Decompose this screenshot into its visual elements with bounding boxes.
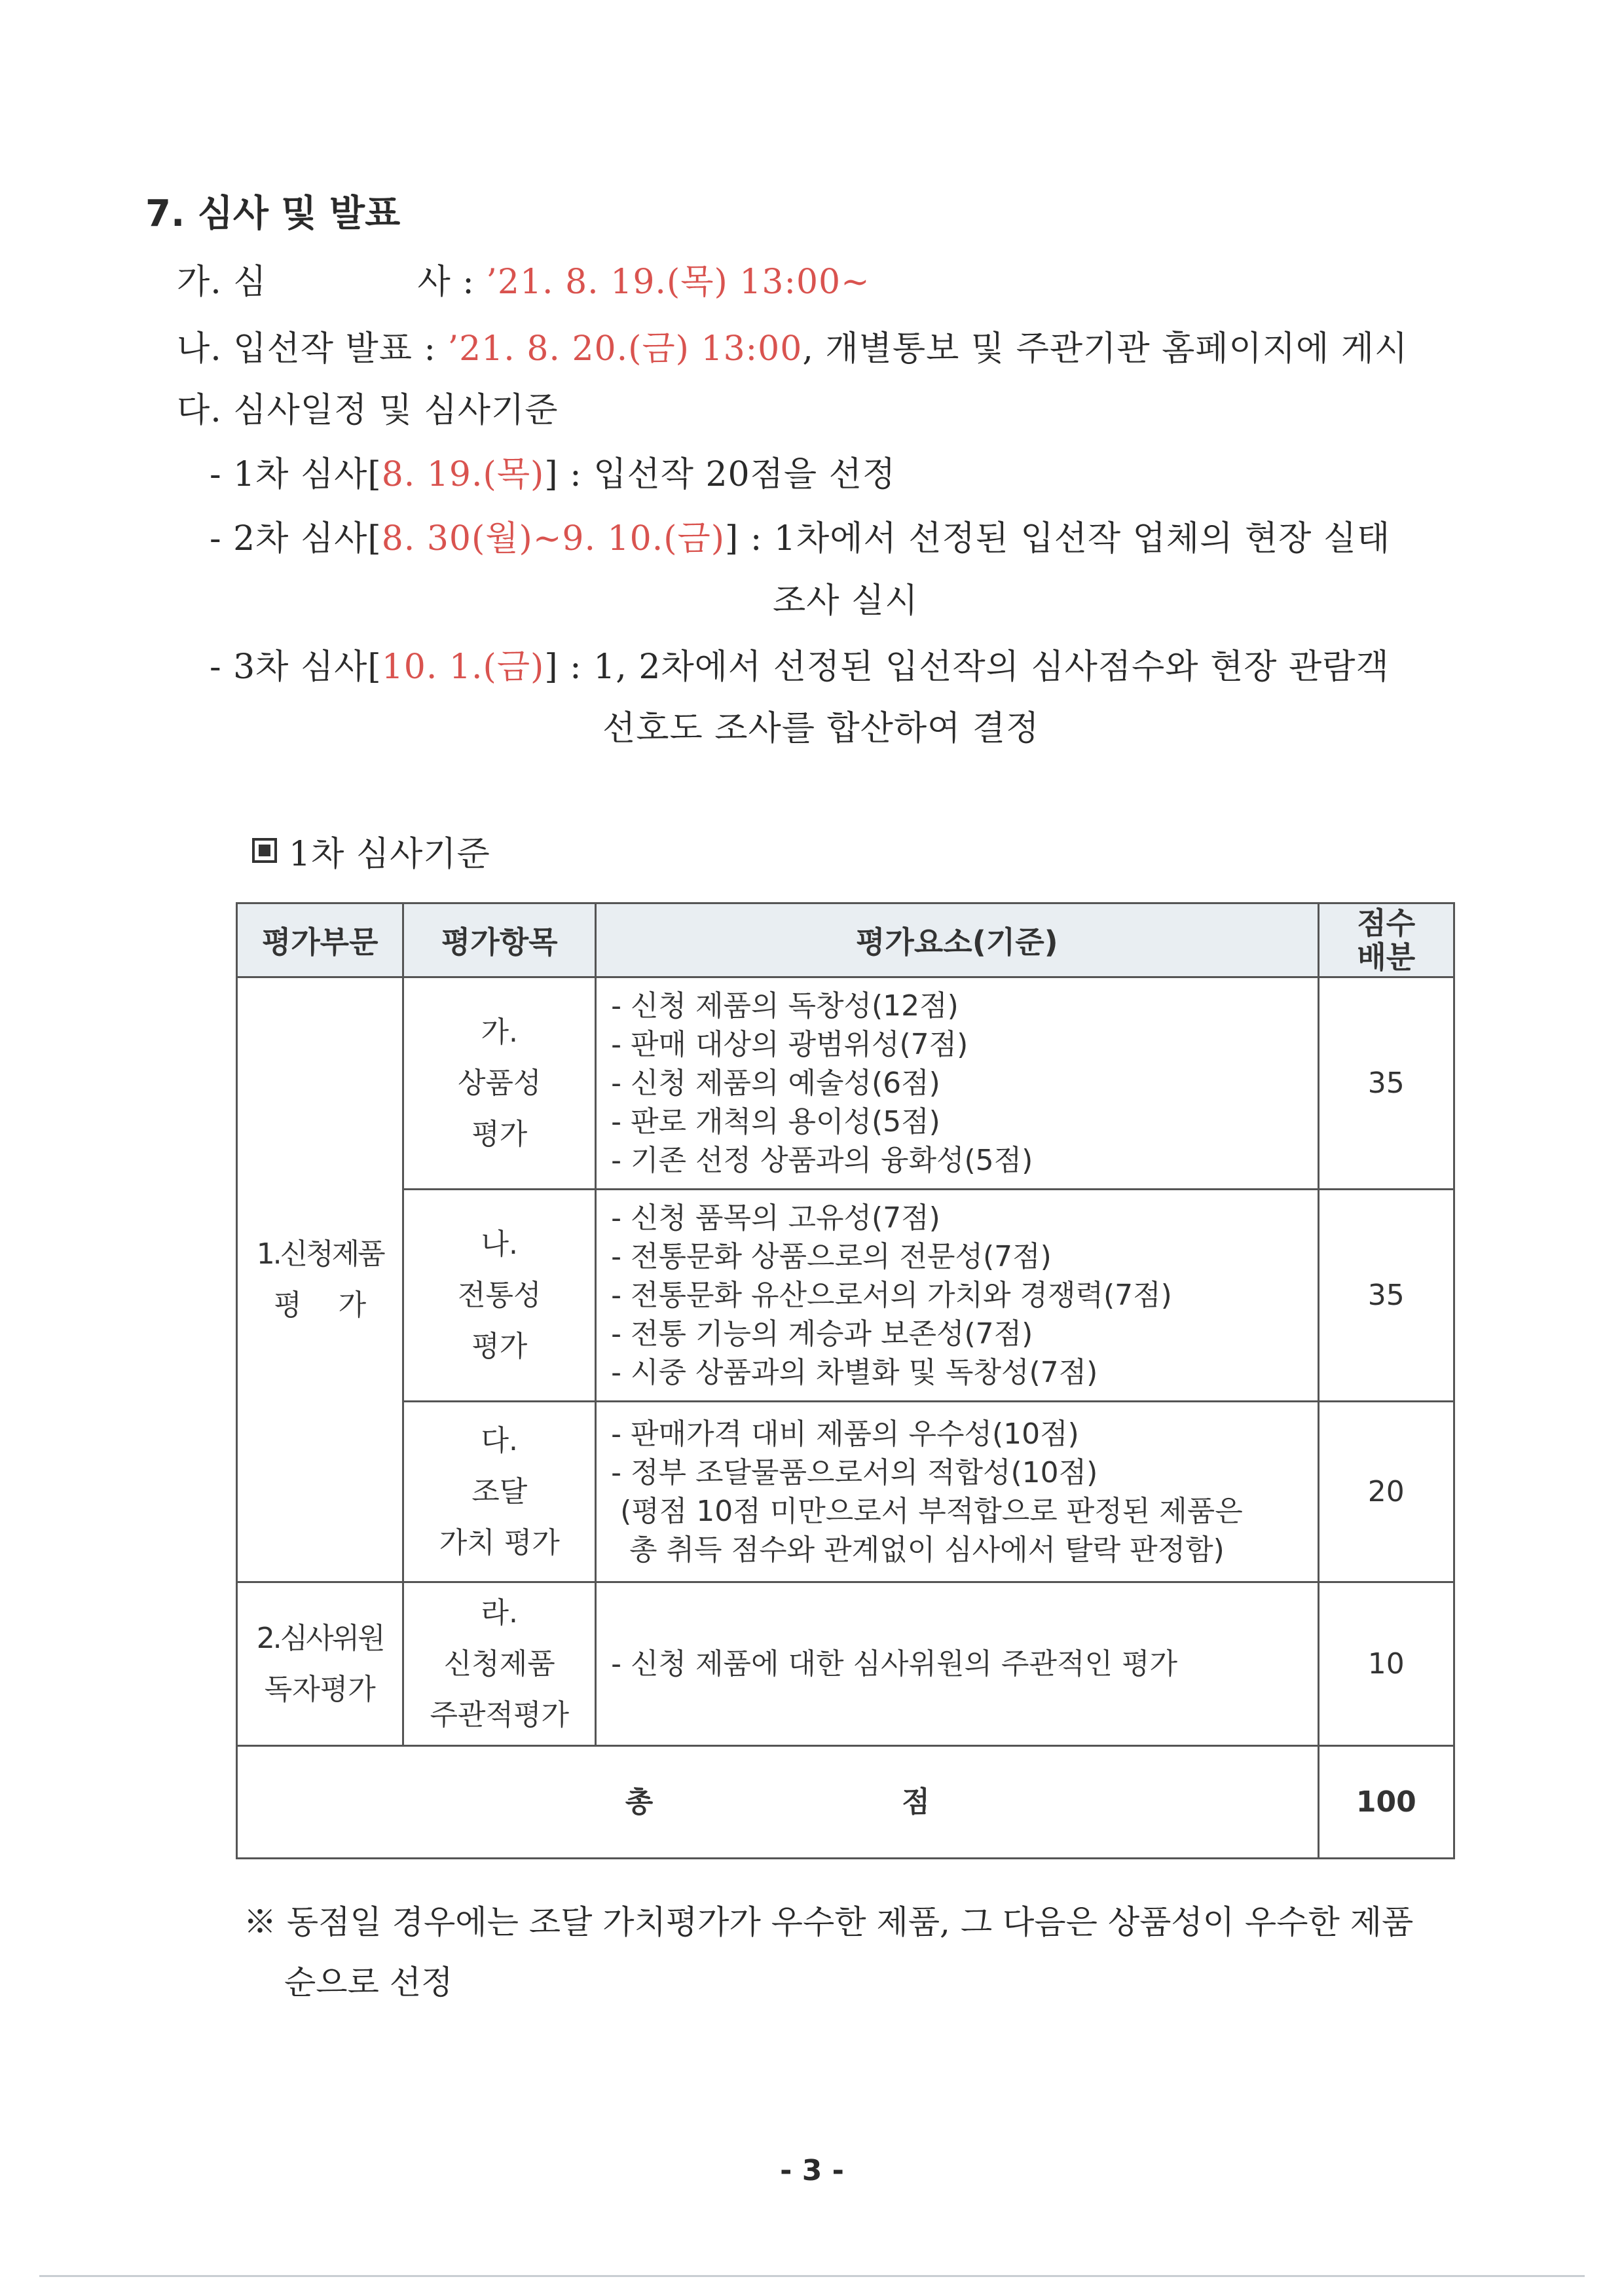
round2-date: 8. 30(월)~9. 10.(금)	[381, 519, 726, 558]
round3-date: 10. 1.(금)	[381, 647, 545, 687]
item-mark: 다.	[481, 1423, 518, 1457]
element-line: - 기존 선정 상품과의 융화성(5점)	[611, 1144, 1033, 1177]
element-cell	[596, 1190, 1318, 1402]
item-suffix: 가치 평가	[439, 1525, 560, 1559]
section-heading: 7. 심사 및 발표	[145, 192, 401, 235]
round1-post: ] : 입선작 20점을 선정	[544, 455, 896, 494]
element-line: - 신청 제품에 대한 심사위원의 주관적인 평가	[611, 1647, 1177, 1681]
item-mark: 나.	[481, 1227, 518, 1261]
element-cell	[596, 1402, 1318, 1582]
section2-label2: 독자평가	[264, 1672, 376, 1706]
element-line: - 전통문화 상품으로의 전문성(7점)	[611, 1240, 1052, 1273]
header-item: 평가항목	[403, 903, 596, 977]
element-cell	[596, 977, 1318, 1190]
score-cell: 20	[1318, 1402, 1454, 1582]
bottom-divider	[39, 2275, 1585, 2277]
table-row	[237, 1402, 1454, 1582]
line-round1	[210, 446, 896, 496]
total-label-b: 점	[902, 1785, 930, 1819]
table-header-row	[237, 903, 1454, 977]
square-bullet-icon	[252, 838, 277, 863]
element-line: - 신청 품목의 고유성(7점)	[611, 1201, 940, 1235]
element-line: - 신청 제품의 독창성(12점)	[611, 989, 959, 1023]
header-score	[1318, 903, 1454, 977]
header-score-line2: 배분	[1357, 939, 1416, 975]
score-cell: 35	[1318, 977, 1454, 1190]
item-mark: 라.	[481, 1595, 518, 1630]
item-name: 신청제품	[443, 1647, 555, 1681]
item-suffix: 평가	[471, 1329, 528, 1363]
na-date: ’21. 8. 20.(금) 13:00	[447, 329, 803, 369]
section1-label: 1.신청제품	[256, 1237, 384, 1271]
element-line: 총 취득 점수와 관계없이 심사에서 탈락 판정함)	[611, 1533, 1225, 1567]
total-score-cell: 100	[1318, 1746, 1454, 1859]
footnote	[244, 1892, 1413, 2013]
table-row	[237, 977, 1454, 1190]
footnote-line1: ※ 동점일 경우에는 조달 가치평가가 우수한 제품, 그 다음은 상품성이 우수한 제품	[244, 1903, 1414, 1941]
header-category: 평가부문	[237, 903, 403, 977]
item-suffix: 주관적평가	[430, 1698, 570, 1732]
table-row	[237, 1190, 1454, 1402]
element-line: - 정부 조달물품으로서의 적합성(10점)	[611, 1455, 1098, 1489]
header-score-line1: 점수	[1357, 905, 1416, 941]
total-label-a: 총	[625, 1785, 654, 1819]
element-line: - 판로 개척의 용이성(5점)	[611, 1105, 940, 1139]
element-line: - 전통 기능의 계승과 보존성(7점)	[611, 1317, 1033, 1351]
round2-post: ] : 1차에서 선정된 입선작 업체의 현장 실태	[725, 519, 1391, 558]
element-line: - 전통문화 유산으로서의 가치와 경쟁력(7점)	[611, 1279, 1172, 1312]
element-line: - 신청 제품의 예술성(6점)	[611, 1066, 940, 1100]
line-da: 다. 심사일정 및 심사기준	[177, 391, 559, 430]
element-line: (평점 10점 미만으로서 부적합으로 판정된 제품은	[611, 1494, 1243, 1528]
section2-cell	[237, 1582, 403, 1746]
line-round3	[210, 639, 1390, 688]
round3-post: ] : 1, 2차에서 선정된 입선작의 심사점수와 현장 관람객	[544, 647, 1390, 687]
table-caption	[252, 826, 490, 875]
section2-label: 2.심사위원	[256, 1621, 384, 1655]
score-cell: 35	[1318, 1190, 1454, 1402]
element-line: - 판매가격 대비 제품의 우수성(10점)	[611, 1417, 1079, 1451]
item-suffix: 평가	[471, 1117, 528, 1151]
header-element: 평가요소(기준)	[596, 903, 1318, 977]
page-number: - 3 -	[780, 2154, 844, 2187]
round1-pre: - 1차 심사[	[210, 455, 382, 494]
item-name: 조달	[471, 1474, 528, 1508]
round2-pre: - 2차 심사[	[210, 519, 382, 558]
item-mark: 가.	[481, 1015, 518, 1049]
element-line: - 시중 상품과의 차별화 및 독창성(7점)	[611, 1356, 1098, 1389]
item-cell	[403, 977, 596, 1190]
element-line: - 판매 대상의 광범위성(7점)	[611, 1028, 969, 1061]
line-round3-cont: 선호도 조사를 합산하여 결정	[602, 709, 1040, 748]
item-cell	[403, 1190, 596, 1402]
line-round2	[210, 511, 1390, 560]
na-label: 나. 입선작 발표 :	[177, 329, 437, 369]
line-round2-cont: 조사 실시	[773, 581, 919, 621]
footnote-line2: 순으로 선정	[284, 1963, 453, 2001]
element-cell	[596, 1582, 1318, 1746]
round1-date: 8. 19.(목)	[381, 455, 545, 494]
total-row	[237, 1746, 1454, 1859]
table-title: 1차 심사기준	[289, 835, 490, 874]
section1-cell	[237, 977, 403, 1582]
item-name: 전통성	[457, 1278, 542, 1312]
ga-label2: 사 :	[417, 263, 475, 302]
criteria-table	[236, 902, 1455, 1859]
table-row	[237, 1582, 1454, 1746]
ga-date: ’21. 8. 19.(목) 13:00~	[486, 263, 870, 302]
line-ga	[177, 254, 870, 303]
line-na	[177, 321, 1408, 370]
na-rest: , 개별통보 및 주관기관 홈페이지에 게시	[802, 329, 1409, 369]
item-cell	[403, 1402, 596, 1582]
round3-pre: - 3차 심사[	[210, 647, 382, 687]
total-label-cell	[237, 1746, 1319, 1859]
item-cell	[403, 1582, 596, 1746]
section1-label2: 평 가	[274, 1288, 367, 1322]
score-cell: 10	[1318, 1582, 1454, 1746]
item-name: 상품성	[457, 1066, 542, 1100]
ga-label: 가. 심	[177, 263, 267, 302]
